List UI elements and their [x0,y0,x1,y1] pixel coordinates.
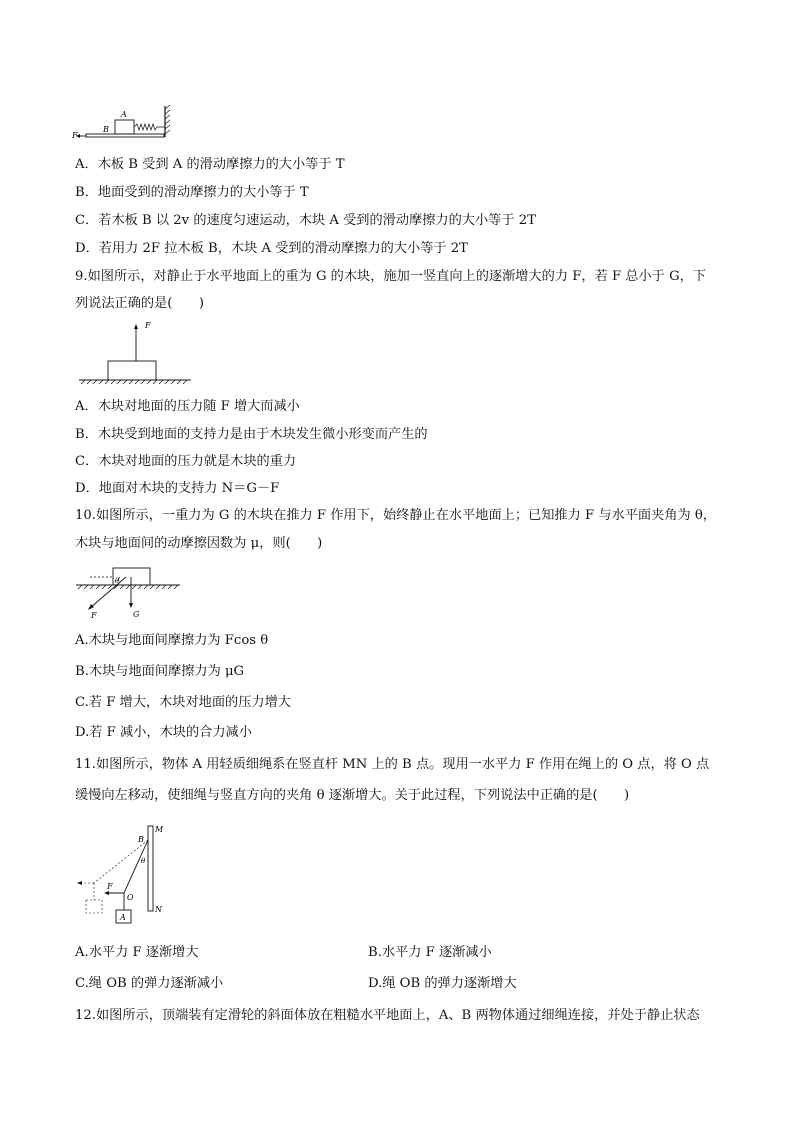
label-f: F [145,321,151,330]
q10-option-c: C.若 F 增大，木块对地面的压力增大 [75,695,291,710]
block-a [115,120,134,134]
q11-option-b: B.水平力 F 逐渐减小 [368,945,492,960]
q9-option-a: A．木块对地面的压力随 F 增大而减小 [75,399,300,414]
q8-option-c: C．若木板 B 以 2v 的速度匀速运动，木块 A 受到的滑动摩擦力的大小等于 2T [75,213,536,228]
q10-option-a: A.木块与地面间摩擦力为 Fcos θ [75,633,269,648]
q9-option-d: D．地面对木块的支持力 N＝G－F [75,481,280,496]
q11-option-c: C.绳 OB 的弹力逐渐减小 [75,976,224,991]
label-n: N [155,905,162,914]
q11-stem-line1: 11.如图所示，物体 A 用轻质细绳系在竖直杆 MN 上的 B 点。现用一水平力 F 作用在绳上的 O 点，将 O 点 [75,757,710,772]
q8-option-b: B．地面受到的滑动摩擦力的大小等于 T [75,185,309,200]
q11-option-a: A.水平力 F 逐渐增大 [75,945,199,960]
label-a: A [120,913,126,922]
q8-option-a: A．木板 B 受到 A 的滑动摩擦力的大小等于 T [75,157,345,172]
label-o: O [127,893,134,902]
label-theta: θ [115,577,120,585]
q11-option-d: D.绳 OB 的弹力逐渐增大 [368,976,517,991]
q9-stem-line2: 列说法正确的是( ) [75,296,204,311]
q12-stem-line1: 12.如图所示，顶端装有定滑轮的斜面体放在粗糙水平地面上，A、B 两物体通过细绳连接，并处于静止状态 [75,1008,700,1023]
rod-mn [148,826,153,911]
q10-figure [76,563,186,623]
q8-option-d: D．若用力 2F 拉木板 B，木块 A 受到的滑动摩擦力的大小等于 2T [75,241,468,256]
label-b: B [138,835,144,844]
label-theta: θ [141,857,146,865]
q8-figure [70,104,180,144]
q9-option-c: C．木块对地面的压力就是木块的重力 [75,454,297,469]
label-f: F [72,131,78,140]
q10-stem-line1: 10.如图所示，一重力为 G 的木块在推力 F 作用下，始终静止在水平地面上；已知推力 F 与水平面夹角为 θ， [75,508,716,523]
q9-option-b: B．木块受到地面的支持力是由于木块发生微小形变而产生的 [75,427,428,442]
label-g: G [133,610,140,619]
label-f: F [91,611,97,620]
q11-stem-line2: 缓慢向左移动，使细绳与竖直方向的夹角 θ 逐渐增大。关于此过程，下列说法中正确的是( ) [75,788,630,803]
label-a: A [121,110,127,119]
q10-option-b: B.木块与地面间摩擦力为 μG [75,664,245,679]
q10-option-d: D.若 F 减小，木块的合力减小 [75,725,252,740]
q9-stem-line1: 9.如图所示，对静止于水平地面上的重为 G 的木块，施加一竖直向上的逐渐增大的力 F，若 F 总小于 G，下 [75,269,706,284]
spring [134,124,165,130]
q9-figure [75,318,195,390]
label-f: F [107,882,113,891]
label-m: M [155,825,164,834]
q10-stem-line2: 木块与地面间的动摩擦因数为 μ，则( ) [75,536,323,551]
q11-figure [74,818,174,928]
wood-block [108,361,156,380]
label-b: B [103,125,109,134]
